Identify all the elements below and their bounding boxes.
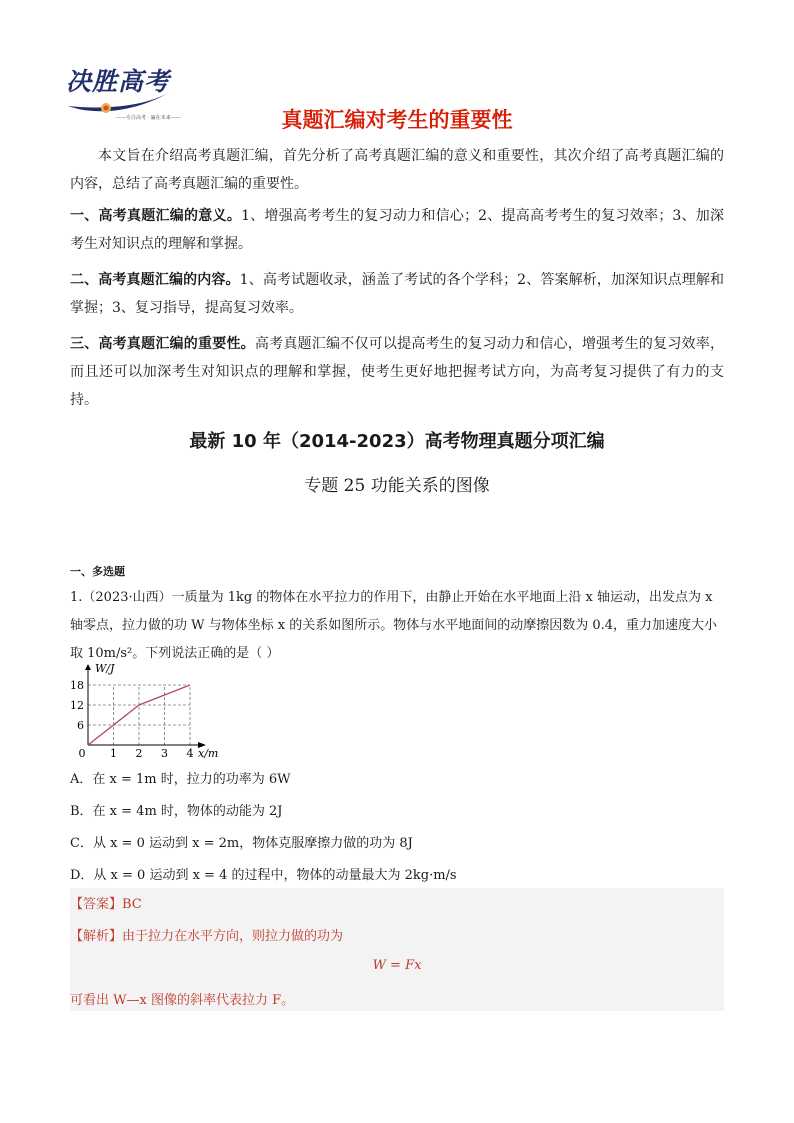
chart-x-tick-label: 3 [161, 747, 168, 760]
logo-tagline: ——专注高考 · 赢在未来—— [116, 115, 181, 121]
analysis-label: 【解析】 [70, 929, 123, 944]
section-2-body: 1、高考试题收录，涵盖了考试的各个学科；2、答案解析，加深知识点理解和掌握；3、复习指导，提高复习效率。 [70, 272, 725, 316]
section-3 [70, 330, 724, 414]
collection-heading: 最新 10 年（2014-2023）高考物理真题分项汇编 [189, 431, 605, 452]
answer-label: 【答案】 [70, 897, 123, 912]
chart-x-tick-label: 2 [135, 747, 143, 760]
intro-paragraph: 本文旨在介绍高考真题汇编，首先分析了高考真题汇编的意义和重要性，其次介绍了高考真题汇编的内容，总结了高考真题汇编的重要性。 [70, 148, 724, 192]
logo-text: 决胜高考 [66, 67, 171, 96]
question-text [70, 560, 724, 668]
page-title: 真题汇编对考生的重要性 [281, 108, 513, 132]
chart-y-tick-label: 18 [70, 679, 84, 692]
section-2-head: 二、高考真题汇编的内容。 [70, 272, 240, 288]
answer-value: BC [122, 897, 142, 912]
chart-ylabel: W/J [95, 662, 115, 675]
option-d[interactable]: D．从 x = 0 运动到 x = 4 的过程中，物体的动量最大为 2kg·m/s [70, 868, 457, 883]
chart-y-axis-arrow-icon [85, 664, 91, 670]
section-1 [70, 202, 724, 258]
topic-heading: 专题 25 功能关系的图像 [304, 476, 490, 496]
work-displacement-graph [70, 660, 230, 760]
section-1-head: 一、高考真题汇编的意义。 [70, 208, 242, 224]
section-2 [70, 266, 724, 322]
chart-x-tick-label: 1 [110, 747, 117, 760]
section-3-body: 高考真题汇编不仅可以提高考生的复习动力和信心，增强考生的复习效率，而且还可以加深考生对知识点的理解和掌握，使考生更好地把握考试方向，为高考复习提供了有力的支持。 [70, 336, 724, 408]
section-label: 一、多选题 [70, 565, 125, 578]
analysis-text-1: 由于拉力在水平方向，则拉力做的功为 [122, 929, 344, 944]
chart-x-tick-label: 4 [186, 747, 194, 760]
question-body: 1.（2023·山西）一质量为 1kg 的物体在水平拉力的作用下，由静止开始在水平地面上沿 x 轴运动，出发点为 x 轴零点，拉力做的功 W 与物体坐标 x 的关系如图所示。物体与水平地面间的动摩擦因数为 0.4，重力加速度大小取 10m/s²。下列说法正确的是（ ） [70, 590, 718, 661]
chart-y-tick-label: 6 [77, 719, 84, 732]
option-c[interactable]: C．从 x = 0 运动到 x = 2m，物体克服摩擦力做的功为 8J [70, 836, 413, 851]
analysis-formula: W = Fx [372, 958, 422, 973]
analysis-text-2: 可看出 W—x 图像的斜率代表拉力 F。 [70, 993, 295, 1008]
chart-x-tick-label: 0 [78, 747, 86, 760]
chart-y-tick-label: 12 [70, 699, 84, 712]
section-1-body: 1、增强高考考生的复习动力和信心；2、提高高考考生的复习效率；3、加深考生对知识点的理解和掌握。 [70, 208, 724, 252]
option-b[interactable]: B．在 x = 4m 时，物体的动能为 2J [70, 804, 283, 819]
answer-line [70, 893, 142, 912]
chart-xlabel: x/m [198, 747, 219, 760]
option-a[interactable]: A．在 x = 1m 时，拉力的功率为 6W [70, 772, 291, 787]
section-3-head: 三、高考真题汇编的重要性。 [70, 336, 255, 352]
analysis-line-1 [70, 925, 343, 944]
